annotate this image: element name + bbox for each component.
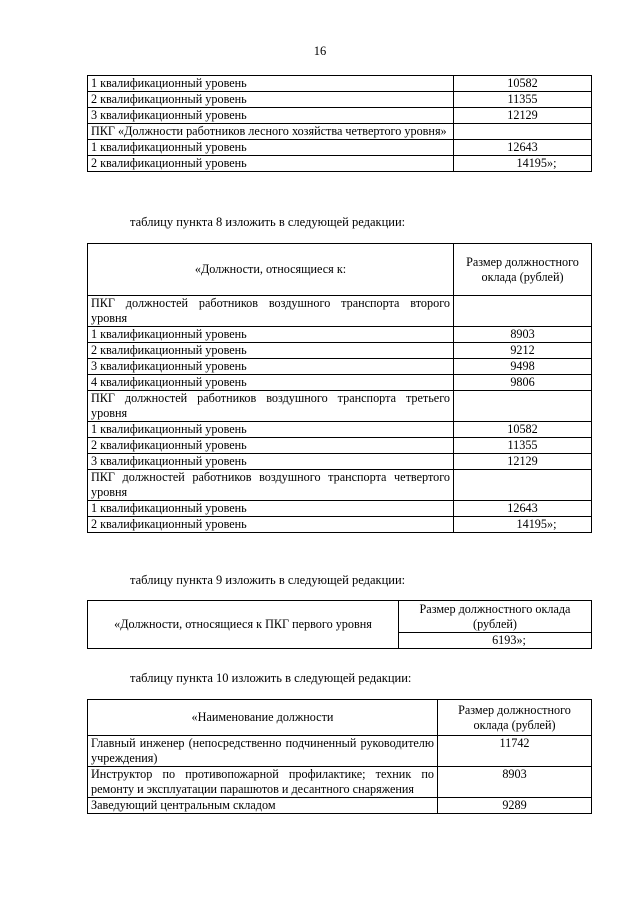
row-value: 12129	[454, 454, 592, 470]
row-value: 9806	[454, 375, 592, 391]
row-value: 9289	[438, 798, 592, 814]
table-row	[88, 375, 592, 391]
header-salary: Размер должностного оклада (рублей)	[399, 601, 592, 633]
paragraph-item-10: таблицу пункта 10 изложить в следующей редакции:	[130, 671, 412, 685]
table-header-row	[88, 700, 592, 736]
row-label: Главный инженер (непосредственно подчиненный руководителю учреждения)	[88, 736, 438, 767]
row-label: 1 квалификационный уровень	[88, 422, 454, 438]
page-number: 16	[313, 44, 327, 58]
row-label: 2 квалификационный уровень	[88, 156, 454, 172]
row-label: 3 квалификационный уровень	[88, 454, 454, 470]
header-positions: «Должности, относящиеся к:	[88, 244, 454, 296]
table-row	[88, 501, 592, 517]
table-row	[88, 76, 592, 92]
paragraph-item-9: таблицу пункта 9 изложить в следующей редакции:	[130, 573, 406, 587]
row-label: 1 квалификационный уровень	[88, 501, 454, 517]
row-label: Инструктор по противопожарной профилактике; техник по ремонту и эксплуатации парашютов и десантного снаряжения	[88, 767, 438, 798]
value-text: 6193»;	[492, 633, 526, 647]
row-value: 12643	[454, 501, 592, 517]
table-first-level	[87, 600, 592, 649]
table-header-row	[88, 244, 592, 296]
table-row	[88, 438, 592, 454]
row-value	[454, 391, 592, 422]
table-row	[88, 140, 592, 156]
row-label: 2 квалификационный уровень	[88, 517, 454, 533]
row-label: 2 квалификационный уровень	[88, 343, 454, 359]
table-forestry-levels	[87, 75, 592, 172]
row-value	[454, 470, 592, 501]
row-value	[454, 156, 592, 172]
row-label: 1 квалификационный уровень	[88, 140, 454, 156]
value-text: 14195»;	[516, 156, 557, 170]
row-value: 11355	[454, 92, 592, 108]
row-label: ПКГ «Должности работников лесного хозяйства четвертого уровня»	[88, 124, 454, 140]
row-label: 1 квалификационный уровень	[88, 327, 454, 343]
table-row	[88, 767, 592, 798]
row-label: 1 квалификационный уровень	[88, 76, 454, 92]
table-row	[88, 736, 592, 767]
header-position-name: «Наименование должности	[88, 700, 438, 736]
row-label: ПКГ должностей работников воздушного транспорта второго уровня	[88, 296, 454, 327]
value-text: 14195»;	[516, 517, 557, 531]
row-value: 9212	[454, 343, 592, 359]
row-value: 10582	[454, 76, 592, 92]
row-label: ПКГ должностей работников воздушного транспорта третьего уровня	[88, 391, 454, 422]
table-row	[88, 422, 592, 438]
table-row	[88, 92, 592, 108]
row-value	[399, 633, 592, 649]
header-positions: «Должности, относящиеся к ПКГ первого уровня	[88, 601, 399, 649]
table-row	[88, 517, 592, 533]
table-row	[88, 343, 592, 359]
row-value: 10582	[454, 422, 592, 438]
row-value	[454, 124, 592, 140]
row-label: 4 квалификационный уровень	[88, 375, 454, 391]
row-label: 3 квалификационный уровень	[88, 108, 454, 124]
table-row	[88, 124, 592, 140]
table-row	[88, 798, 592, 814]
row-value	[454, 296, 592, 327]
header-salary: Размер должностного оклада (рублей)	[438, 700, 592, 736]
table-row	[88, 601, 592, 633]
row-value: 11742	[438, 736, 592, 767]
row-label: 2 квалификационный уровень	[88, 92, 454, 108]
table-row	[88, 470, 592, 501]
row-value	[454, 517, 592, 533]
table-row	[88, 391, 592, 422]
row-value: 11355	[454, 438, 592, 454]
row-value: 8903	[438, 767, 592, 798]
table-row	[88, 359, 592, 375]
header-salary: Размер должностного оклада (рублей)	[454, 244, 592, 296]
row-value: 12643	[454, 140, 592, 156]
row-value: 9498	[454, 359, 592, 375]
row-label: ПКГ должностей работников воздушного транспорта четвертого уровня	[88, 470, 454, 501]
table-air-transport	[87, 243, 592, 533]
table-row	[88, 296, 592, 327]
row-value: 12129	[454, 108, 592, 124]
table-row	[88, 108, 592, 124]
row-value: 8903	[454, 327, 592, 343]
row-label: 2 квалификационный уровень	[88, 438, 454, 454]
table-row	[88, 327, 592, 343]
table-row	[88, 156, 592, 172]
paragraph-item-8: таблицу пункта 8 изложить в следующей редакции:	[130, 215, 406, 229]
table-row	[88, 454, 592, 470]
row-label: Заведующий центральным складом	[88, 798, 438, 814]
row-label: 3 квалификационный уровень	[88, 359, 454, 375]
table-position-names	[87, 699, 592, 814]
